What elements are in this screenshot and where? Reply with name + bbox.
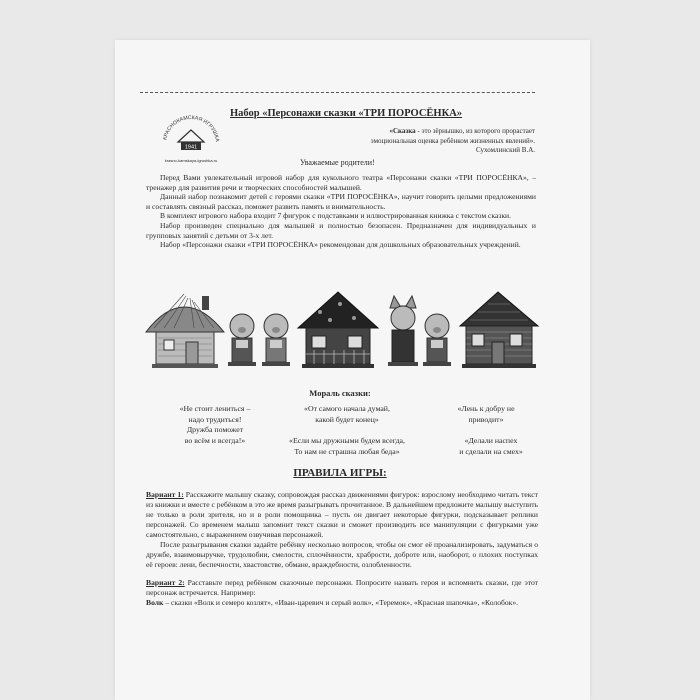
moral-quote: «Если мы дружными будем всегда, То нам не страшна любая беда» (289, 436, 405, 456)
variant-1-text: Расскажите малышу сказку, сопровождая рассказ движениями фигурок: взрослому необходимо читать текст из книжки и вместе с ребёнком в это же время разыгрывать прочитанное. В дальнейшем предложите малышу выступить не только в роли зрителя, но и в роли помощника – пусть он двигает некоторые фигурки, подсказывает реплики персонажей. Со временем малыш запомнит текст сказки и сможет производить все манипуляции с фигурками уже самостоятельно, с выражением озвучивая персонажей. (146, 490, 538, 539)
intro-paragraph: Данный набор познакомит детей с героями сказки «ТРИ ПОРОСЁНКА», научит говорить целыми предложениями и составлять связный рассказ, поможет развить память и внимательность. (146, 192, 536, 211)
pig-figure-image (262, 314, 290, 366)
brand-logo (158, 100, 224, 164)
cut-line (140, 92, 535, 93)
wolf-label: Волк (146, 598, 164, 607)
epigraph-text: - это зёрнышко, из которого прорастает (415, 127, 535, 135)
rules-title: ПРАВИЛА ИГРЫ: (293, 467, 387, 479)
intro-paragraph: В комплект игрового набора входит 7 фигурок с подставками и иллюстрированная книжка с текстом сказки. (160, 211, 511, 221)
intro-text (146, 173, 536, 250)
moral-quote: «Не стоит лениться – надо трудиться! Дружба поможет во всём и всегда!» (179, 404, 251, 445)
figures-illustration (144, 288, 540, 374)
wolf-text: – сказки «Волк и семеро козлят», «Иван-царевич и серый волк», «Теремок», «Красная шапочка», «Колобок». (163, 598, 519, 607)
moral-title: Мораль сказки: (309, 388, 371, 398)
rules-text (146, 490, 538, 608)
variant-1-paragraph-2: После разыгрывания сказки задайте ребёнку несколько вопросов, чтобы он смог её проанализировать, задуматься о дружбе, взаимовыручке, трудолюбии, смелости, сплочённости, храбрости, доброте или, наоборот, о плохих поступках её героев: лени, беспечности, хвастовстве, обмане, враждебности, озлобленности. (146, 540, 538, 569)
moral-quote: «Лень к добру не приводит» (457, 404, 515, 424)
epigraph-author: Сухомлинский В.А. (476, 146, 535, 154)
variant-2-label: Вариант 2: (146, 578, 185, 587)
variant-2-text: Расставьте перед ребёнком сказочные персонажи. Попросите назвать героя и вспомнить сказки, где этот персонаж встречается. Например: (146, 578, 538, 597)
straw-house-image (146, 294, 224, 368)
logo-site: krasno-kamskaya-igrushka.ru (164, 158, 218, 163)
epigraph (330, 127, 535, 156)
epigraph-line2: эмоциональная оценка ребёнком жизненных явлений». (370, 136, 535, 145)
pig-figure-image (228, 314, 256, 366)
logo-arc-text: КРАСНОКАМСКАЯ ИГРУШКА (162, 114, 220, 143)
intro-paragraph: Набор «Персонажи сказки «ТРИ ПОРОСЁНКА» рекомендован для дошкольных образовательных учреждений. (160, 240, 521, 250)
epigraph-bold: «Сказка (389, 127, 416, 135)
pig-figure-image (423, 314, 451, 366)
greeting: Уважаемые родители! (300, 158, 375, 167)
variant-1-label: Вариант 1: (146, 490, 184, 499)
svg-text:КРАСНОКАМСКАЯ ИГРУШКА (162, 115, 220, 143)
logo-year: 1941 (184, 144, 198, 151)
brick-house-image (460, 292, 538, 368)
wood-house-image (298, 292, 378, 368)
moral-quote: «От самого начала думай, какой будет конец» (304, 404, 390, 424)
page-title: Набор «Персонажи сказки «ТРИ ПОРОСЁНКА» (230, 108, 463, 119)
wolf-figure-image (388, 296, 418, 366)
intro-paragraph: Набор произведен специально для малышей и полностью безопасен. Предназначен для индивидуальных и групповых занятий с детьми от 3-х лет. (146, 220, 536, 240)
intro-paragraph: Перед Вами увлекательный игровой набор для кукольного театра «Персонажи сказки «ТРИ ПОРОСЁНКА», – тренажер для развития речи и творческих способностей малышей. (146, 173, 536, 192)
moral-quote: «Делали наспех и сделали на смех» (459, 436, 523, 456)
